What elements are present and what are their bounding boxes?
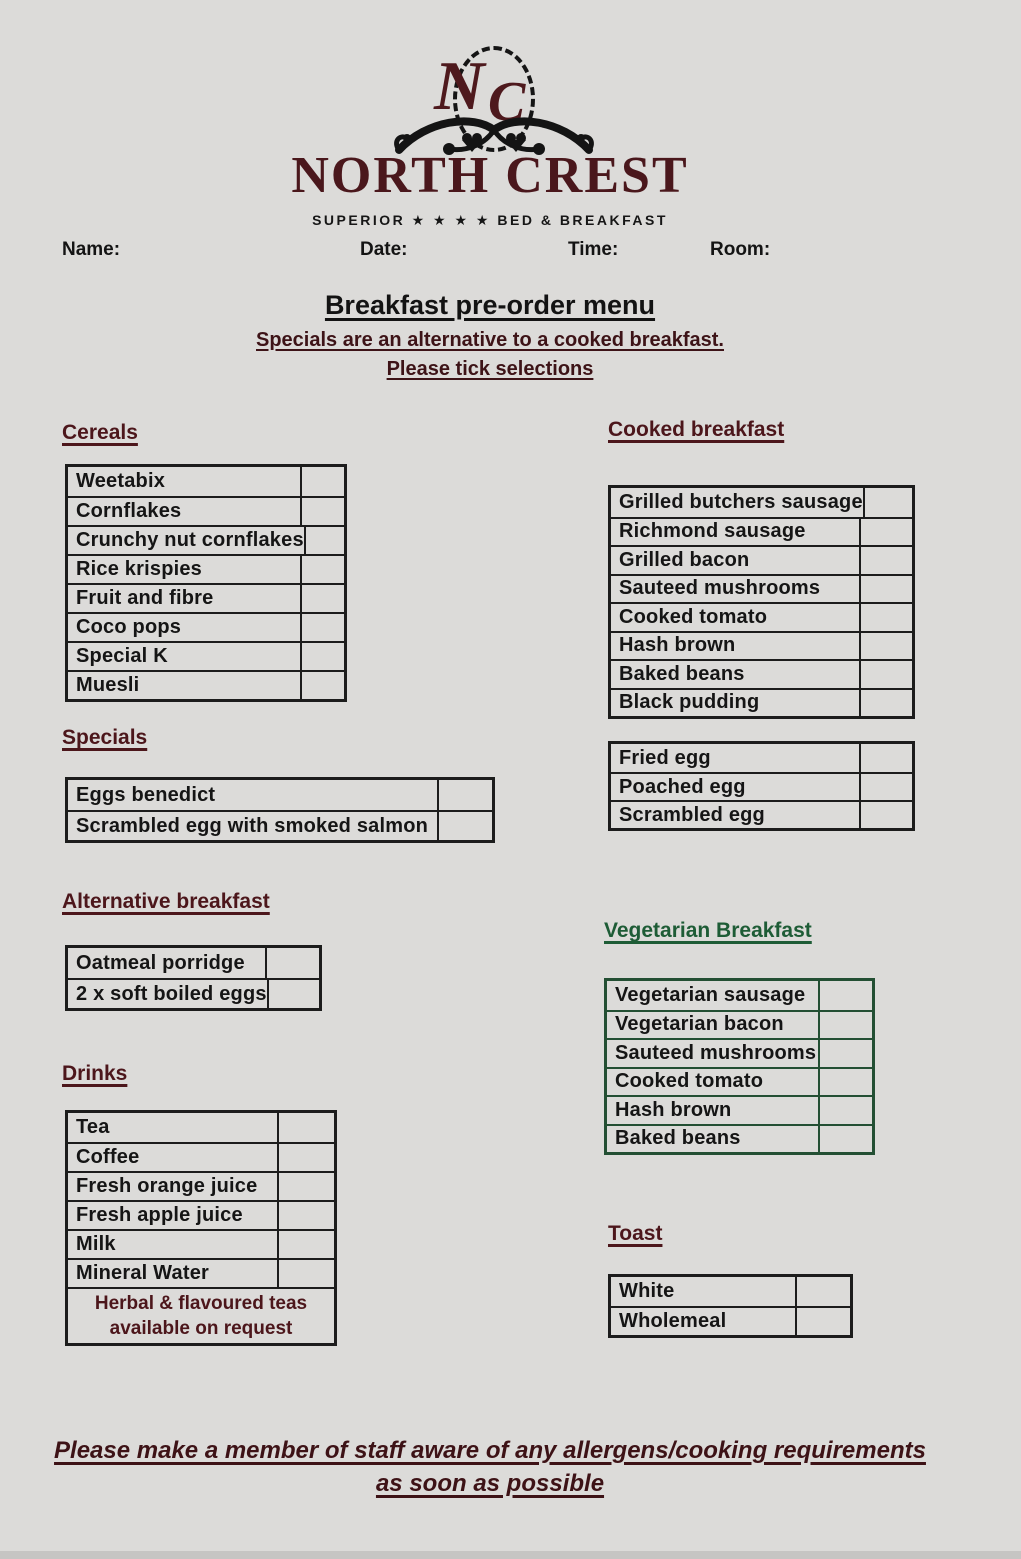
tick-cell[interactable] [859, 633, 912, 660]
specials-table [65, 777, 495, 843]
drinks-note-line1: Herbal & flavoured teas [94, 1293, 308, 1314]
heading-cereals: Cereals [62, 421, 138, 444]
toast-table [608, 1274, 853, 1338]
tick-cell[interactable] [300, 556, 344, 583]
drinks-row [68, 1113, 334, 1142]
north-crest-wordmark: NORTH CREST [291, 147, 689, 204]
item-label: Grilled bacon [619, 548, 750, 571]
cereals-row [68, 612, 344, 641]
item-label: Cooked tomato [615, 1070, 764, 1093]
item-label: Fresh orange juice [76, 1175, 258, 1197]
tick-cell[interactable] [437, 780, 492, 810]
brand-tagline: SUPERIOR ★ ★ ★ ★ BED & BREAKFAST [312, 212, 668, 228]
tick-cell[interactable] [859, 774, 912, 800]
drinks-note [68, 1287, 334, 1343]
item-label: Baked beans [619, 662, 745, 685]
item-label: Tea [76, 1116, 110, 1138]
eggs-table [608, 741, 915, 831]
page-title: Breakfast pre-order menu [324, 290, 656, 320]
tick-cell[interactable] [818, 1126, 872, 1153]
item-label: Muesli [76, 674, 140, 696]
subtitle-tick-note: Please tick selections [386, 358, 594, 380]
field-label-time: Time: [568, 239, 619, 260]
tick-cell[interactable] [277, 1113, 334, 1142]
tick-cell[interactable] [818, 981, 872, 1010]
allergen-notice-line2: as soon as possible [375, 1470, 605, 1497]
alternative-row [68, 948, 319, 978]
monogram-letter-c: C [488, 71, 526, 133]
field-label-date: Date: [360, 239, 408, 260]
heading-cooked-breakfast: Cooked breakfast [608, 418, 785, 441]
item-label: Crunchy nut cornflakes [76, 529, 304, 551]
item-label: Vegetarian bacon [615, 1013, 784, 1036]
tick-cell[interactable] [859, 661, 912, 688]
item-label: Grilled butchers sausage [619, 490, 863, 513]
eggs-row [611, 772, 912, 800]
item-label: Richmond sausage [619, 520, 806, 543]
tick-cell[interactable] [859, 519, 912, 546]
tick-cell[interactable] [300, 467, 344, 496]
item-label: Scrambled egg [619, 803, 765, 826]
tick-cell[interactable] [818, 1069, 872, 1096]
drinks-row [68, 1142, 334, 1171]
item-label: Oatmeal porridge [76, 951, 245, 974]
item-label: White [619, 1280, 675, 1302]
tick-cell[interactable] [859, 802, 912, 828]
tick-cell[interactable] [437, 812, 492, 840]
cooked-breakfast-table [608, 485, 915, 719]
item-label: Sauteed mushrooms [619, 577, 821, 600]
tick-cell[interactable] [863, 488, 912, 517]
tick-cell[interactable] [795, 1308, 850, 1335]
item-label: Weetabix [76, 470, 166, 492]
cereals-row [68, 670, 344, 699]
item-label: Coffee [76, 1146, 140, 1168]
drinks-row [68, 1200, 334, 1229]
item-label: Rice krispies [76, 558, 203, 580]
cereals-row [68, 554, 344, 583]
heading-vegetarian-breakfast: Vegetarian Breakfast [604, 919, 812, 942]
alternative-breakfast-table [65, 945, 322, 1011]
item-label: Poached egg [619, 775, 746, 798]
tick-cell[interactable] [277, 1202, 334, 1229]
vegetarian-row [607, 1038, 872, 1067]
tick-cell[interactable] [277, 1144, 334, 1171]
cereals-row [68, 641, 344, 670]
eggs-row [611, 744, 912, 772]
toast-row [611, 1277, 850, 1306]
tick-cell[interactable] [795, 1277, 850, 1306]
vegetarian-row [607, 1095, 872, 1124]
tick-cell[interactable] [818, 1097, 872, 1124]
tick-cell[interactable] [300, 614, 344, 641]
drinks-table [65, 1110, 337, 1346]
cooked-row [611, 659, 912, 688]
subtitle-specials-note: Specials are an alternative to a cooked breakfast. [256, 329, 724, 351]
vegetarian-breakfast-table [604, 978, 875, 1155]
cooked-row [611, 688, 912, 717]
heading-alternative-breakfast: Alternative breakfast [62, 890, 270, 913]
tick-cell[interactable] [277, 1231, 334, 1258]
cooked-row [611, 488, 912, 517]
tick-cell[interactable] [265, 948, 319, 978]
cooked-row [611, 574, 912, 603]
toast-row [611, 1306, 850, 1335]
tick-cell[interactable] [277, 1173, 334, 1200]
tick-cell[interactable] [300, 643, 344, 670]
tick-cell[interactable] [304, 527, 344, 554]
allergen-notice-line1: Please make a member of staff aware of any allergens/cooking requirements [54, 1437, 926, 1464]
drinks-row [68, 1258, 334, 1287]
item-label: Vegetarian sausage [615, 983, 806, 1006]
heading-specials: Specials [62, 726, 148, 749]
heading-toast: Toast [608, 1222, 663, 1245]
vegetarian-row [607, 1124, 872, 1153]
monogram-letter-n: N [434, 48, 485, 125]
vegetarian-row [607, 1010, 872, 1039]
cooked-row [611, 631, 912, 660]
tick-cell[interactable] [300, 498, 344, 525]
item-label: Fried egg [619, 746, 711, 769]
cereals-row [68, 583, 344, 612]
drinks-row [68, 1229, 334, 1258]
tick-cell[interactable] [859, 576, 912, 603]
scan-edge-strip [0, 1551, 1021, 1559]
item-label: Sauteed mushrooms [615, 1041, 817, 1064]
tick-cell[interactable] [267, 980, 319, 1008]
alternative-row [68, 978, 319, 1008]
tick-cell[interactable] [859, 604, 912, 631]
specials-row [68, 810, 492, 840]
item-label: Hash brown [619, 634, 736, 657]
cereals-row [68, 467, 344, 496]
vegetarian-row [607, 981, 872, 1010]
cooked-row [611, 545, 912, 574]
item-label: Cornflakes [76, 500, 182, 522]
item-label: Special K [76, 645, 168, 667]
item-label: Scrambled egg with smoked salmon [76, 814, 429, 837]
drinks-row [68, 1171, 334, 1200]
field-label-room: Room: [710, 239, 771, 260]
item-label: Fruit and fibre [76, 587, 214, 609]
drinks-note-line2: available on request [109, 1318, 293, 1339]
item-label: Coco pops [76, 616, 182, 638]
item-label: 2 x soft boiled eggs [76, 982, 267, 1005]
field-label-name: Name: [62, 239, 121, 260]
cereals-row [68, 496, 344, 525]
heading-drinks: Drinks [62, 1062, 128, 1085]
item-label: Cooked tomato [619, 605, 768, 628]
cooked-row [611, 602, 912, 631]
tick-cell[interactable] [859, 690, 912, 717]
item-label: Wholemeal [619, 1310, 727, 1332]
cooked-row [611, 517, 912, 546]
cereals-row [68, 525, 344, 554]
tick-cell[interactable] [277, 1260, 334, 1287]
tick-cell[interactable] [818, 1012, 872, 1039]
specials-row [68, 780, 492, 810]
tick-cell[interactable] [818, 1040, 872, 1067]
item-label: Mineral Water [76, 1262, 210, 1284]
item-label: Milk [76, 1233, 116, 1255]
tick-cell[interactable] [300, 585, 344, 612]
eggs-row [611, 800, 912, 828]
item-label: Baked beans [615, 1127, 741, 1150]
item-label: Eggs benedict [76, 783, 216, 806]
item-label: Hash brown [615, 1098, 732, 1121]
item-label: Fresh apple juice [76, 1204, 243, 1226]
item-label: Black pudding [619, 691, 760, 714]
cereals-table [65, 464, 347, 702]
tick-cell[interactable] [859, 547, 912, 574]
tick-cell[interactable] [300, 672, 344, 699]
vegetarian-row [607, 1067, 872, 1096]
tick-cell[interactable] [859, 744, 912, 772]
